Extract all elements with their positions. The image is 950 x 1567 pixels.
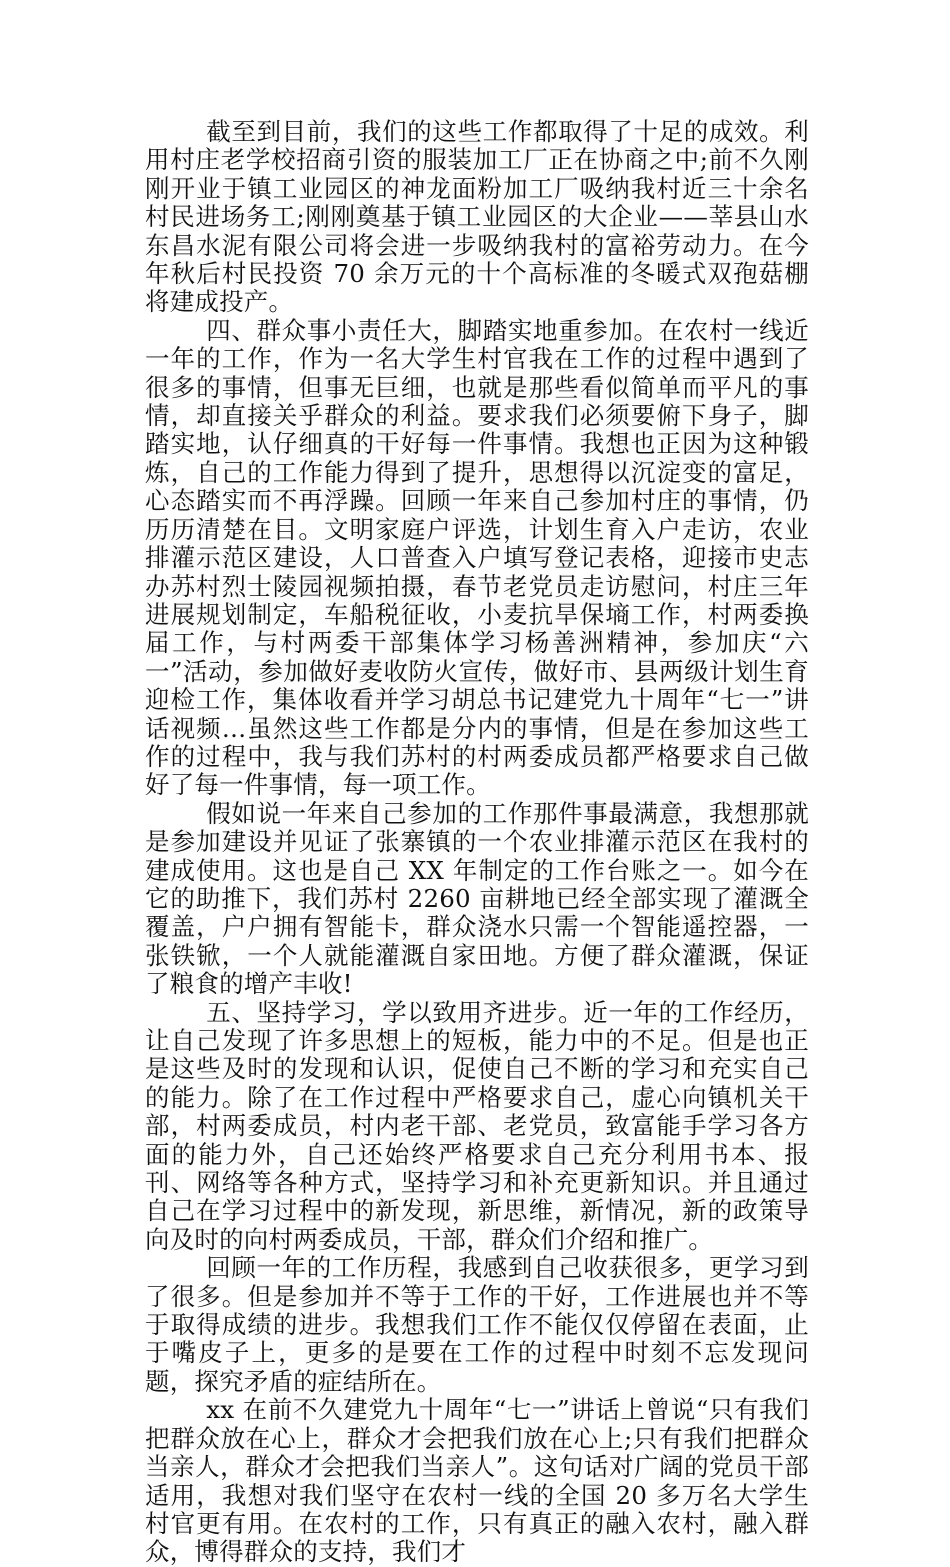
paragraph-review: 回顾一年的工作历程，我感到自己收获很多，更学习到了很多。但是参加并不等于工作的干好，工作进展也并不等于取得成绩的进步。我想我们工作不能仅仅停留在表面，止于嘴皮子上，更多的是要在工作的过程中时刻不忘发现问题，探究矛盾的症结所在。 <box>145 1253 809 1396</box>
paragraph-quote: xx 在前不久建党九十周年“七一”讲话上曾说“只有我们把群众放在心上，群众才会把我们放在心上;只有我们把群众当亲人，群众才会把我们当亲人”。这句话对广阔的党员干部适用，我想对我们坚守在农村一线的全国 20 多万名大学生村官更有用。在农村的工作，只有真正的融入农村，融入群众，博得群众的支持，我们才 <box>145 1395 809 1567</box>
document-body <box>145 118 809 1567</box>
paragraph-section-four: 四、群众事小责任大，脚踏实地重参加。在农村一线近一年的工作，作为一名大学生村官我在工作的过程中遇到了很多的事情，但事无巨细，也就是那些看似简单而平凡的事情，却直接关乎群众的利益。要求我们必须要俯下身子，脚踏实地，认仔细真的干好每一件事情。我想也正因为这种锻炼，自己的工作能力得到了提升，思想得以沉淀变的富足，心态踏实而不再浮躁。回顾一年来自己参加村庄的事情，仍历历清楚在目。文明家庭户评选，计划生育入户走访，农业排灌示范区建设，人口普查入户填写登记表格，迎接市史志办苏村烈士陵园视频拍摄，春节老党员走访慰问，村庄三年进展规划制定，车船税征收，小麦抗旱保墒工作，村两委换届工作，与村两委干部集体学习杨善洲精神，参加庆“六一”活动，参加做好麦收防火宣传，做好市、县两级计划生育迎检工作，集体收看并学习胡总书记建党九十周年“七一”讲话视频…虽然这些工作都是分内的事情，但是在参加这些工作的过程中，我与我们苏村的村两委成员都严格要求自己做好了每一件事情，每一项工作。 <box>145 315 809 800</box>
paragraph-achievements: 截至到目前，我们的这些工作都取得了十足的成效。利用村庄老学校招商引资的服装加工厂正在协商之中;前不久刚刚开业于镇工业园区的神龙面粉加工厂吸纳我村近三十余名村民进场务工;刚刚奠基于镇工业园区的大企业——莘县山水东昌水泥有限公司将会进一步吸纳我村的富裕劳动力。在今年秋后村民投资 70 余万元的十个高标准的冬暖式双孢菇棚将建成投产。 <box>145 117 809 317</box>
paragraph-section-five: 五、坚持学习，学以致用齐进步。近一年的工作经历，让自己发现了许多思想上的短板，能力中的不足。但是也正是这些及时的发现和认识，促使自己不断的学习和充实自己的能力。除了在工作过程中严格要求自己，虚心向镇机关干部，村两委成员，村内老干部、老党员，致富能手学习各方面的能力外，自己还始终严格要求自己充分利用书本、报刊、网络等各种方式，坚持学习和补充更新知识。并且通过自己在学习过程中的新发现，新思维，新情况，新的政策导向及时的向村两委成员，干部，群众们介绍和推广。 <box>145 997 809 1254</box>
paragraph-irrigation-demo: 假如说一年来自己参加的工作那件事最满意，我想那就是参加建设并见证了张寨镇的一个农业排灌示范区在我村的建成使用。这也是自己 XX 年制定的工作台账之一。如今在它的助推下，我们苏村 2260 亩耕地已经全部实现了灌溉全覆盖，户户拥有智能卡，群众浇水只需一个智能遥控器，一张铁锨，一个人就能灌溉自家田地。方便了群众灌溉，保证了粮食的增产丰收! <box>145 798 809 999</box>
